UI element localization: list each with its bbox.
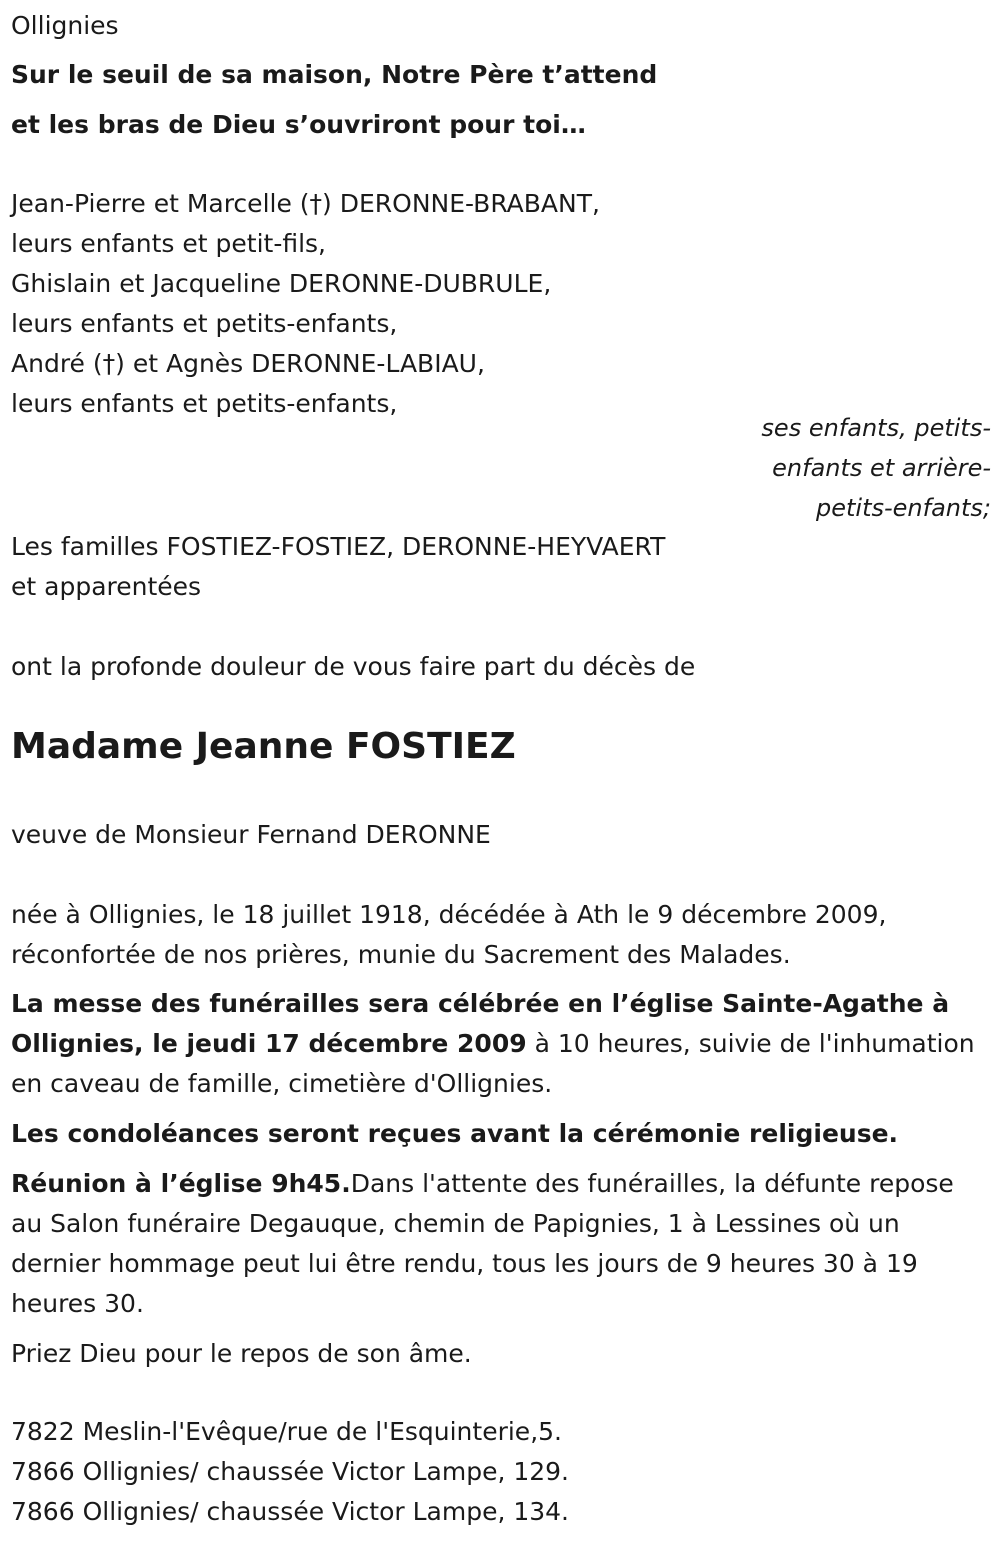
- families-line-1: Les familles FOSTIEZ-FOSTIEZ, DERONNE-HEYVAERT: [11, 532, 666, 561]
- family-line-5: [11, 349, 485, 379]
- family-text: Jean-Pierre et Marcelle (: [11, 189, 310, 218]
- birth-death-line-2: réconfortée de nos prières, munie du Sacrement des Malades.: [11, 940, 791, 969]
- location-header: Ollignies: [11, 11, 119, 40]
- reunion-line-4: heures 30.: [11, 1289, 144, 1318]
- address-line: 7822 Meslin-l'Evêque/rue de l'Esquinterie,5.: [11, 1417, 562, 1446]
- funeral-line-1: La messe des funérailles sera célébrée en l’église Sainte-Agathe à: [11, 989, 950, 1018]
- reunion-line-1: [11, 1169, 954, 1199]
- funeral-line-2: [11, 1029, 975, 1059]
- deceased-name: Madame Jeanne FOSTIEZ: [11, 726, 516, 767]
- reunion-line-2: au Salon funéraire Degauque, chemin de Papignies, 1 à Lessines où un: [11, 1209, 900, 1238]
- family-text: ) DERONNE-BRABANT,: [322, 189, 600, 218]
- families-line-2: et apparentées: [11, 572, 202, 601]
- funeral-date: Ollignies, le jeudi 17 décembre 2009: [11, 1029, 527, 1058]
- family-line-2: leurs enfants et petit-fils,: [11, 229, 327, 258]
- funeral-line-3: en caveau de famille, cimetière d'Ollignies.: [11, 1069, 553, 1098]
- family-line-3: Ghislain et Jacqueline DERONNE-DUBRULE,: [11, 269, 552, 298]
- family-line-1: [11, 189, 600, 219]
- descendants-note-3: petits-enfants;: [816, 494, 991, 522]
- birth-death-line-1: née à Ollignies, le 18 juillet 1918, décédée à Ath le 9 décembre 2009,: [11, 900, 887, 929]
- reunion-text: Dans l'attente des funérailles, la défunte repose: [350, 1169, 954, 1198]
- funeral-time: à 10 heures, suivie de l'inhumation: [526, 1029, 975, 1058]
- widow-of: veuve de Monsieur Fernand DERONNE: [11, 820, 491, 849]
- cross-icon: †: [309, 189, 323, 218]
- address-line: 7866 Ollignies/ chaussée Victor Lampe, 134.: [11, 1497, 570, 1526]
- family-line-6: leurs enfants et petits-enfants,: [11, 389, 398, 418]
- prayer: Priez Dieu pour le repos de son âme.: [11, 1339, 472, 1368]
- reunion-line-3: dernier hommage peut lui être rendu, tous les jours de 9 heures 30 à 19: [11, 1249, 918, 1278]
- family-text: André (: [11, 349, 103, 378]
- family-text: ) et Agnès DERONNE-LABIAU,: [115, 349, 485, 378]
- address-line: 7866 Ollignies/ chaussée Victor Lampe, 129.: [11, 1457, 570, 1486]
- descendants-note-1: ses enfants, petits-: [761, 414, 991, 442]
- verse-line-1: Sur le seuil de sa maison, Notre Père t’attend: [11, 60, 658, 89]
- announcement: ont la profonde douleur de vous faire part du décès de: [11, 652, 696, 681]
- reunion-time: Réunion à l’église 9h45.: [11, 1169, 351, 1198]
- family-line-4: leurs enfants et petits-enfants,: [11, 309, 398, 338]
- descendants-note-2: enfants et arrière-: [772, 454, 991, 482]
- condolences: Les condoléances seront reçues avant la cérémonie religieuse.: [11, 1119, 899, 1148]
- cross-icon: †: [102, 349, 116, 378]
- verse-line-2: et les bras de Dieu s’ouvriront pour toi…: [11, 110, 586, 139]
